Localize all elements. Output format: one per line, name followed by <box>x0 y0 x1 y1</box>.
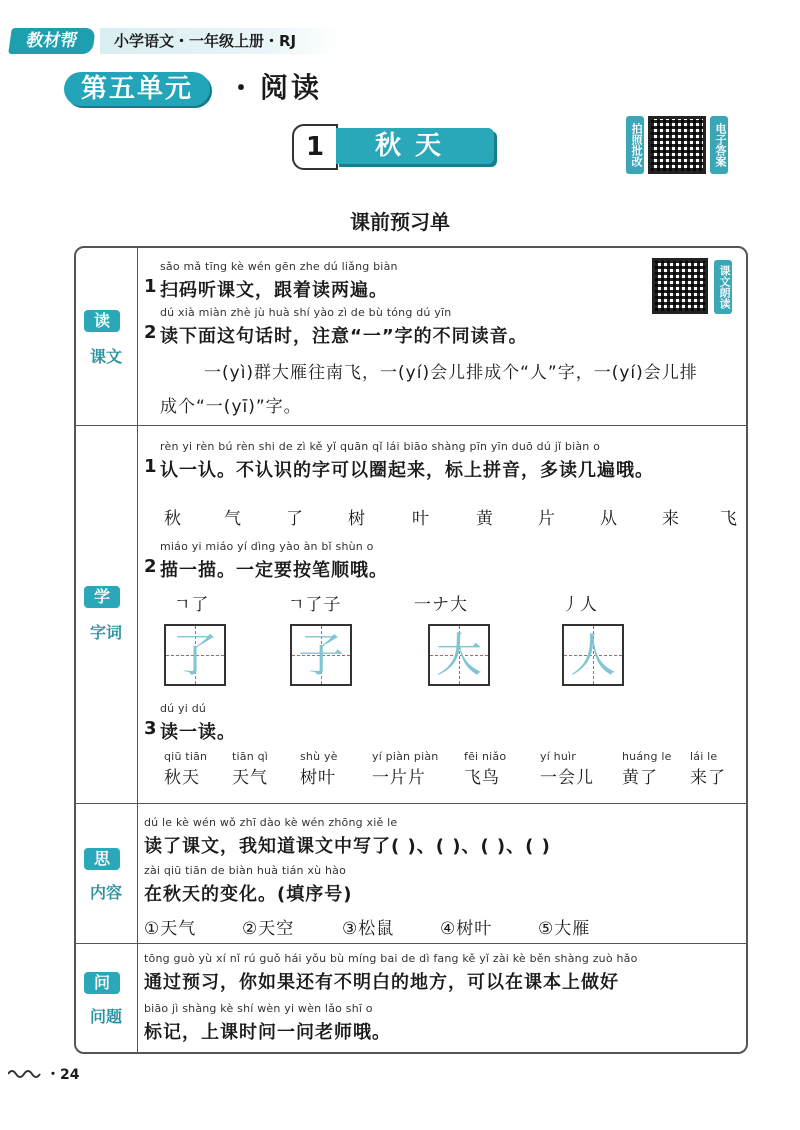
stroke-order: ㄱ了 <box>174 595 210 615</box>
section-read <box>76 248 746 426</box>
page-number: ・24 <box>46 1067 80 1083</box>
char-item[interactable]: 叶 <box>412 509 430 529</box>
pinyin-line: miáo yi miáo yí dìng yào àn bǐ shùn o <box>160 540 374 553</box>
tag-ask: 问 <box>84 972 120 994</box>
tag-word-learn: 字词 <box>89 623 122 642</box>
instruction-text: 通过预习，你如果还有不明白的地方，可以在课本上做好 <box>144 972 619 993</box>
section-ask <box>76 944 746 1052</box>
tracing-box[interactable] <box>290 624 352 686</box>
lesson-number: 1 <box>292 124 338 170</box>
tracing-box[interactable] <box>562 624 624 686</box>
word-item: lái le 来了 <box>690 750 726 788</box>
reading-qr-code[interactable] <box>652 258 708 314</box>
option-item: ②天空 <box>242 919 295 939</box>
brand-label: 教材帮 <box>8 28 96 54</box>
item-number: 2 <box>144 556 157 577</box>
word-item: yí huìr 一会儿 <box>540 750 594 788</box>
label-column <box>76 248 138 425</box>
label-column <box>76 944 138 1052</box>
tag-think: 思 <box>84 848 120 870</box>
trace-char: 大 <box>436 628 482 682</box>
char-item[interactable]: 了 <box>286 509 304 529</box>
instruction-text: 认一认。不认识的字可以圈起来，标上拼音，多读几遍哦。 <box>160 460 654 481</box>
word-item: qiū tiān 秋天 <box>164 750 208 788</box>
sample-sentence: 一(yì)群大雁往南飞，一(yí)会儿排成个“人”字，一(yí)会儿排 <box>204 363 698 383</box>
sheet-title: 课前预习单 <box>350 210 450 234</box>
word-item: tiān qì 天气 <box>232 750 269 788</box>
page-wave-icon <box>8 1066 44 1078</box>
preview-table <box>74 246 748 1054</box>
tag-read: 读 <box>84 310 120 332</box>
pinyin-line: dú le kè wén wǒ zhī dào kè wén zhōng xiě le <box>144 816 398 829</box>
item-number: 3 <box>144 718 157 739</box>
char-item[interactable]: 飞 <box>720 509 738 529</box>
word-item: shù yè 树叶 <box>300 750 338 788</box>
sample-sentence: 成个“一(yī)”字。 <box>160 397 302 417</box>
label-column <box>76 804 138 943</box>
pinyin-line: rèn yi rèn bú rèn shi de zì kě yǐ quān qǐ lái biāo shàng pīn yīn duō dú jǐ biàn o <box>160 440 601 453</box>
course-label: 小学语文・一年级上册・RJ <box>100 28 340 54</box>
qr-grade-tag: 拍照批改 <box>626 116 644 174</box>
lesson-header <box>292 124 498 170</box>
qr-answer-tag: 电子答案 <box>710 116 728 174</box>
pinyin-line: zài qiū tiān de biàn huà tián xù hào <box>144 864 347 877</box>
trace-char: 子 <box>298 628 344 682</box>
pinyin-line: biāo jì shàng kè shí wèn yi wèn lǎo shī o <box>144 1002 373 1015</box>
tracing-box[interactable] <box>164 624 226 686</box>
instruction-text: 读下面这句话时，注意“一”字的不同读音。 <box>160 326 528 347</box>
unit-badge: 第五单元 <box>64 72 210 106</box>
char-item[interactable]: 来 <box>662 509 680 529</box>
option-item: ④树叶 <box>440 919 493 939</box>
pinyin-line: dú yi dú <box>160 702 207 715</box>
item-number: 1 <box>144 456 157 477</box>
pinyin-line: tōng guò yù xí nǐ rú guǒ hái yǒu bù míng bai de dì fang kě yǐ zài kè běn shàng zuò hǎo <box>144 952 638 965</box>
trace-char: 了 <box>172 628 218 682</box>
word-item: fēi niǎo 飞鸟 <box>464 750 507 788</box>
word-item: yí piàn piàn 一片片 <box>372 750 439 788</box>
option-item: ①天气 <box>144 919 197 939</box>
tag-word-ask: 问题 <box>89 1007 122 1026</box>
unit-dot: ・ <box>228 74 255 104</box>
stroke-order: 一ナ大 <box>414 595 468 615</box>
char-item[interactable]: 树 <box>348 509 366 529</box>
stroke-order: 丿人 <box>562 595 598 615</box>
pinyin-line: dú xià miàn zhè jù huà shí yào zì de bù tóng dú yīn <box>160 306 452 319</box>
option-item: ③松鼠 <box>342 919 395 939</box>
section-learn <box>76 426 746 804</box>
tag-word-think: 内容 <box>89 883 122 902</box>
question-text: 在秋天的变化。(填序号) <box>144 884 353 905</box>
lesson-title: 秋天 <box>336 128 494 164</box>
char-item[interactable]: 从 <box>600 509 618 529</box>
char-item[interactable]: 气 <box>224 509 242 529</box>
pinyin-line: sǎo mǎ tīng kè wén gēn zhe dú liǎng biàn <box>160 260 398 273</box>
trace-char: 人 <box>570 628 616 682</box>
tracing-box[interactable] <box>428 624 490 686</box>
unit-subtitle: 阅读 <box>260 71 323 104</box>
instruction-text: 描一描。一定要按笔顺哦。 <box>160 560 388 581</box>
instruction-text: 扫码听课文，跟着读两遍。 <box>160 280 388 301</box>
question-text[interactable]: 读了课文，我知道课文中写了( )、( )、( )、( ) <box>144 836 551 857</box>
option-item: ⑤大雁 <box>538 919 591 939</box>
section-think <box>76 804 746 944</box>
char-item[interactable]: 片 <box>538 509 556 529</box>
qr-reading-tag: 课文朗读 <box>714 260 732 314</box>
instruction-text: 标记，上课时问一问老师哦。 <box>144 1022 391 1043</box>
tag-word-read: 课文 <box>89 347 122 366</box>
char-item[interactable]: 秋 <box>164 509 182 529</box>
item-number: 1 <box>144 276 157 297</box>
tag-learn: 学 <box>84 586 120 608</box>
word-item: huáng le 黄了 <box>622 750 672 788</box>
stroke-order: ㄱ了子 <box>288 595 342 615</box>
instruction-text: 读一读。 <box>160 722 236 743</box>
word-list <box>160 750 740 794</box>
answer-qr-code[interactable] <box>648 116 706 174</box>
label-column <box>76 426 138 803</box>
item-number: 2 <box>144 322 157 343</box>
char-item[interactable]: 黄 <box>476 509 494 529</box>
